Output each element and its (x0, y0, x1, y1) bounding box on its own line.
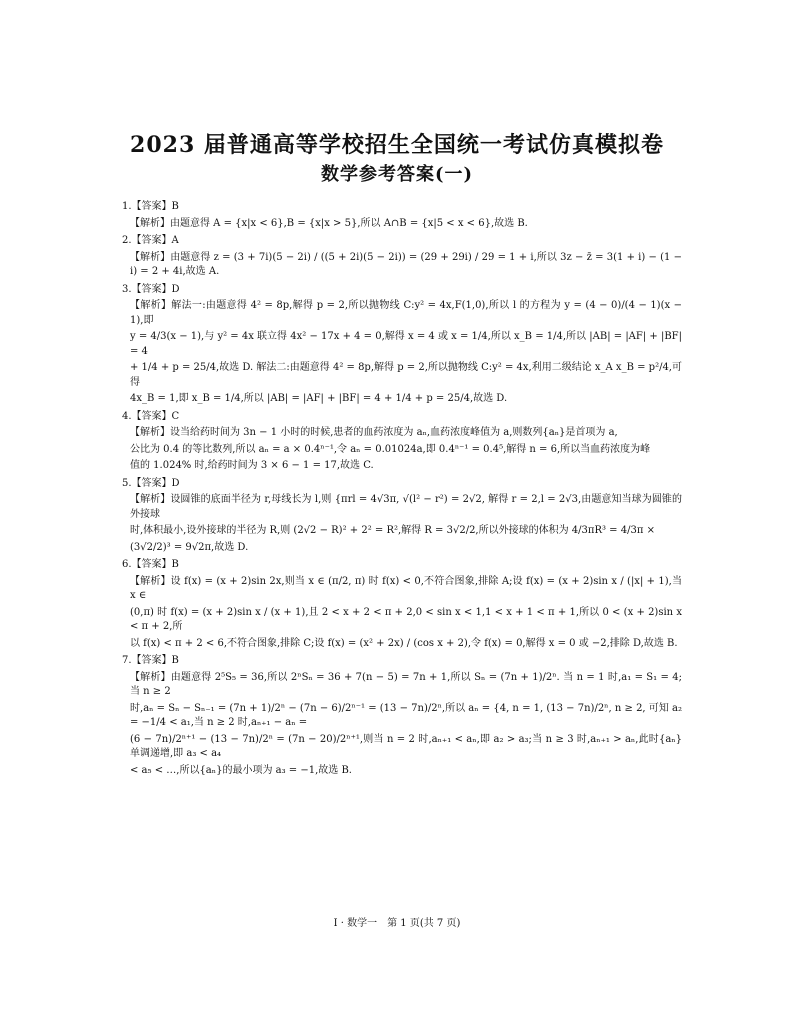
page-footer: Ⅰ · 数学一 第 1 页(共 7 页) (333, 918, 461, 929)
analysis-line: 值的 1.024% 时,给药时间为 3 × 6 − 1 = 17,故选 C. (130, 460, 374, 471)
answer-line: 5.【答案】D (122, 477, 180, 489)
question-block (122, 234, 682, 280)
question-block (122, 410, 682, 474)
analysis-line: 公比为 0.4 的等比数列,所以 aₙ = a × 0.4ⁿ⁻¹,令 aₙ = 0.01024a,即 0.4ⁿ⁻¹ = 0.4⁵,解得 n = 6,所以当血药浓度为峰 (130, 443, 651, 455)
analysis-line: 【解析】设当给药时间为 3n − 1 小时的时候,患者的血药浓度为 aₙ,血药浓度峰值为 a,则数列{aₙ}是首项为 a, (130, 427, 618, 438)
analysis (122, 299, 682, 407)
answer-line: 6.【答案】B (122, 559, 179, 570)
answer-line: 7.【答案】B (122, 655, 179, 666)
answer-line: 4.【答案】C (122, 410, 180, 422)
analysis-line: (0,π) 时 f(x) = (x + 2)sin x / (x + 1),且 2 < x + 2 < π + 2,0 < sin x < 1,1 < x + 1 < π + 1,所以 0 < (x + 2)sin x < π + 2,所 (130, 606, 682, 632)
analysis-line: 【解析】由题意得 2⁵S₅ = 36,所以 2ⁿSₙ = 36 + 7(n − 5) = 7n + 1,所以 Sₙ = (7n + 1)/2ⁿ. 当 n = 1 时,a₁ = S₁ = 4;当 n ≥ 2 (130, 671, 682, 697)
analysis-line: 时,体积最小,设外接球的半径为 R,则 (2√2 − R)² + 2² = R²,解得 R = 3√2/2,所以外接球的体积为 4/3πR³ = 4/3π × (130, 525, 655, 536)
page-subtitle: 数学参考答案(一) (320, 164, 474, 185)
analysis-line: 【解析】设 f(x) = (x + 2)sin 2x,则当 x ∈ (π/2, π) 时 f(x) < 0,不符合图象,排除 A;设 f(x) = (x + 2)sin x / (|x| + 1),当 x ∈ (130, 575, 682, 601)
question-block (122, 654, 682, 778)
question-block (122, 283, 682, 407)
analysis-line: 【解析】解法一:由题意得 4² = 8p,解得 p = 2,所以抛物线 C:y² = 4x,F(1,0),所以 l 的方程为 y = (4 − 0)/(4 − 1)(x − 1),即 (130, 300, 682, 326)
analysis (122, 251, 682, 280)
analysis (122, 493, 682, 555)
analysis-line: 时,aₙ = Sₙ − Sₙ₋₁ = (7n + 1)/2ⁿ − (7n − 6)/2ⁿ⁻¹ = (13 − 7n)/2ⁿ,所以 aₙ = {4, n = 1, (13 − 7n)/2ⁿ, n ≥ 2, 可知 a₂ = −1/4 < a₁,当 n ≥ 2 时,aₙ₊₁ − aₙ = (130, 702, 682, 728)
question-block (122, 200, 682, 231)
analysis-line: 以 f(x) < π + 2 < 6,不符合图象,排除 C;设 f(x) = (x² + 2x) / (cos x + 2),令 f(x) = 0,解得 x = 0 或 −2,排除 D,故选 B. (130, 637, 678, 649)
analysis-line: 【解析】由题意得 z = (3 + 7i)(5 − 2i) / ((5 + 2i)(5 − 2i)) = (29 + 29i) / 29 = 1 + i,所以 3z − z̄ = 3(1 + i) − (1 − i) = 2 + 4i,故选 A. (130, 251, 682, 277)
answer-line: 1.【答案】B (122, 201, 179, 212)
analysis-line: 【解析】设圆锥的底面半径为 r,母线长为 l,则 {πrl = 4√3π, √(l² − r²) = 2√2, 解得 r = 2,l = 2√3,由题意知当球为圆锥的外接球 (130, 494, 682, 520)
page-title: 2023 届普通高等学校招生全国统一考试仿真模拟卷 (130, 132, 664, 158)
question-block (122, 558, 682, 651)
analysis-line: < a₅ < …,所以{aₙ}的最小项为 a₃ = −1,故选 B. (130, 764, 352, 776)
analysis (122, 671, 682, 779)
analysis-line: 【解析】由题意得 A = {x|x < 6},B = {x|x > 5},所以 A∩B = {x|5 < x < 6},故选 B. (130, 217, 528, 229)
analysis (122, 426, 682, 474)
answer-line: 3.【答案】D (122, 283, 180, 295)
analysis (122, 217, 682, 232)
analysis-line: 4x_B = 1,即 x_B = 1/4,所以 |AB| = |AF| + |BF| = 4 + 1/4 + p = 25/4,故选 D. (130, 393, 508, 404)
analysis-line: (6 − 7n)/2ⁿ⁺¹ − (13 − 7n)/2ⁿ = (7n − 20)/2ⁿ⁺¹,则当 n = 2 时,aₙ₊₁ < aₙ,即 a₂ > a₃;当 n ≥ 3 时,aₙ₊₁ > aₙ,此时{aₙ}单调递增,即 a₃ < a₄ (130, 733, 682, 759)
analysis-line: y = 4/3(x − 1),与 y² = 4x 联立得 4x² − 17x + 4 = 0,解得 x = 4 或 x = 1/4,所以 x_B = 1/4,所以 |AB| = |AF| + |BF| = 4 (130, 331, 682, 357)
answer-line: 2.【答案】A (122, 235, 179, 246)
analysis (122, 575, 682, 652)
question-block (122, 477, 682, 556)
analysis-line: (3√2/2)³ = 9√2π,故选 D. (130, 541, 249, 553)
analysis-line: + 1/4 + p = 25/4,故选 D. 解法二:由题意得 4² = 8p,解得 p = 2,所以抛物线 C:y² = 4x,利用二级结论 x_A x_B = p²/4,可得 (130, 362, 682, 388)
answers-list (122, 200, 682, 781)
